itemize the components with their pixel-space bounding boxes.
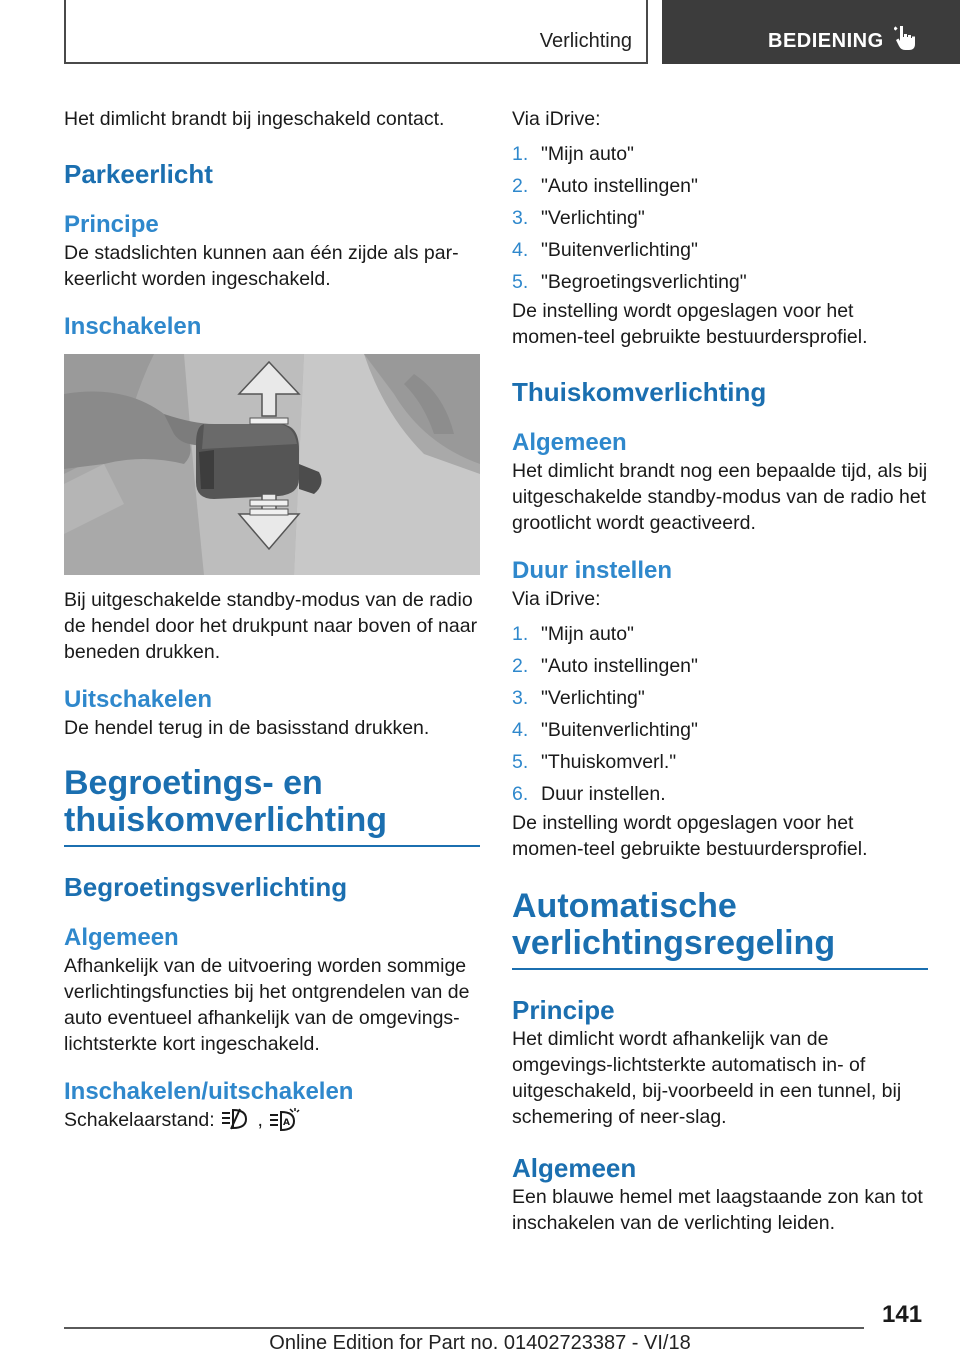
header-chapter-label: BEDIENING xyxy=(768,30,884,52)
low-beam-off-icon xyxy=(220,1107,252,1131)
edition-footer: Online Edition for Part no. 01402723387 - VI/18 xyxy=(269,1332,691,1354)
step-text: Duur instellen. xyxy=(541,783,666,805)
step-number: 3. xyxy=(512,687,529,709)
left-column xyxy=(64,96,480,1133)
step-item xyxy=(512,618,928,650)
via-idrive-1: Via iDrive: xyxy=(512,108,601,130)
page-number: 141 xyxy=(882,1301,923,1328)
step-number: 2. xyxy=(512,175,529,197)
step-text: "Buitenverlichting" xyxy=(541,239,698,261)
step-item xyxy=(512,714,928,746)
parkeerlicht-inschakelen-heading: Inschakelen xyxy=(64,313,202,340)
begroetings-algemeen-text: Afhankelijk van de uitvoering worden sommige verlichtingsfuncties bij het ontgrendelen van de auto eventueel afhankelijk van de omgevings-lichtsterkte kort ingeschakeld. xyxy=(64,955,470,1055)
begroetings-heading-line1: Begroetings- en xyxy=(64,764,323,802)
step-item xyxy=(512,682,928,714)
header-section-box xyxy=(64,0,648,64)
step-item xyxy=(512,746,928,778)
step-item xyxy=(512,170,928,202)
parkeerlicht-uitschakelen-text: De hendel terug in de basisstand drukken. xyxy=(64,717,430,739)
step-number: 6. xyxy=(512,783,529,805)
step-number: 1. xyxy=(512,623,529,645)
switch-position-line xyxy=(64,1107,480,1133)
step-item xyxy=(512,778,928,810)
step-item xyxy=(512,202,928,234)
parkeerlicht-principe-text: De stadslichten kunnen aan één zijde als par-keerlicht worden ingeschakeld. xyxy=(64,242,459,290)
step-text: "Mijn auto" xyxy=(541,143,634,165)
step-text: "Begroetingsverlichting" xyxy=(541,271,747,293)
idrive-steps-2 xyxy=(512,618,928,810)
begroetingsverlichting-heading: Begroetingsverlichting xyxy=(64,872,348,902)
step-item xyxy=(512,266,928,298)
turn-signal-lever-illustration xyxy=(64,354,480,575)
begroetings-algemeen-heading: Algemeen xyxy=(64,924,179,951)
svg-text:A: A xyxy=(283,1118,291,1128)
auto-algemeen-text: Een blauwe hemel met laagstaande zon kan tot inschakelen van de verlichting leiden. xyxy=(512,1186,923,1234)
step-item xyxy=(512,234,928,266)
auto-principe-text: Het dimlicht wordt afhankelijk van de omgevings-lichtsterkte automatisch in- of uitgeschakeld, bij-voorbeeld in een tunnel, bij schemering of neer-slag. xyxy=(512,1028,902,1128)
intro-text: Het dimlicht brandt bij ingeschakeld contact. xyxy=(64,108,445,130)
auto-light-icon xyxy=(268,1107,300,1131)
step-text: "Verlichting" xyxy=(541,207,645,229)
step-number: 4. xyxy=(512,719,529,741)
thuiskomverlichting-heading: Thuiskomverlichting xyxy=(512,377,767,407)
via-idrive-2: Via iDrive: xyxy=(512,588,601,610)
step-text: "Auto instellingen" xyxy=(541,655,698,677)
begroetings-heading-line2: thuiskomverlichting xyxy=(64,801,388,839)
step-text: "Thuiskomverl." xyxy=(541,751,677,773)
parkeerlicht-inschakelen-text: Bij uitgeschakelde standby-modus van de radio de hendel door het drukpunt naar boven of naar beneden drukken. xyxy=(64,589,478,663)
parkeerlicht-principe-heading: Principe xyxy=(64,211,159,238)
auto-regeling-heading xyxy=(512,888,928,970)
begroetings-inuit-heading: Inschakelen/uitschakelen xyxy=(64,1078,354,1105)
switch-position-label: Schakelaarstand: xyxy=(64,1109,215,1131)
step-item xyxy=(512,650,928,682)
idrive-steps-1 xyxy=(512,138,928,298)
auto-principe-heading: Principe xyxy=(512,995,615,1025)
thuis-algemeen-text: Het dimlicht brandt nog een bepaalde tijd, als bij uitgeschakelde standby-modus van de radio het grootlicht wordt geactiveerd. xyxy=(512,460,928,534)
begroetings-heading xyxy=(64,765,480,847)
saved-text-1: De instelling wordt opgeslagen voor het momen-teel gebruikte bestuurdersprofiel. xyxy=(512,300,868,348)
step-text: "Auto instellingen" xyxy=(541,175,698,197)
auto-regeling-heading-line1: Automatische xyxy=(512,887,737,925)
right-column xyxy=(512,96,928,1236)
step-number: 3. xyxy=(512,207,529,229)
pointing-hand-icon xyxy=(894,24,918,52)
step-number: 5. xyxy=(512,271,529,293)
step-text: "Buitenverlichting" xyxy=(541,719,698,741)
switch-position-separator: , xyxy=(257,1109,263,1131)
step-text: "Verlichting" xyxy=(541,687,645,709)
step-text: "Mijn auto" xyxy=(541,623,634,645)
step-number: 4. xyxy=(512,239,529,261)
step-item xyxy=(512,138,928,170)
header-section-title: Verlichting xyxy=(539,30,632,52)
auto-algemeen-heading: Algemeen xyxy=(512,1153,637,1183)
saved-text-2: De instelling wordt opgeslagen voor het momen-teel gebruikte bestuurdersprofiel. xyxy=(512,812,868,860)
step-number: 5. xyxy=(512,751,529,773)
thuis-algemeen-heading: Algemeen xyxy=(512,429,627,456)
auto-regeling-heading-line2: verlichtingsregeling xyxy=(512,924,836,962)
step-number: 1. xyxy=(512,143,529,165)
header-chapter-tab xyxy=(662,0,960,64)
footer-divider xyxy=(64,1327,864,1329)
parkeerlicht-uitschakelen-heading: Uitschakelen xyxy=(64,686,213,713)
step-number: 2. xyxy=(512,655,529,677)
parkeerlicht-heading: Parkeerlicht xyxy=(64,159,213,189)
duur-instellen-heading: Duur instellen xyxy=(512,557,673,584)
